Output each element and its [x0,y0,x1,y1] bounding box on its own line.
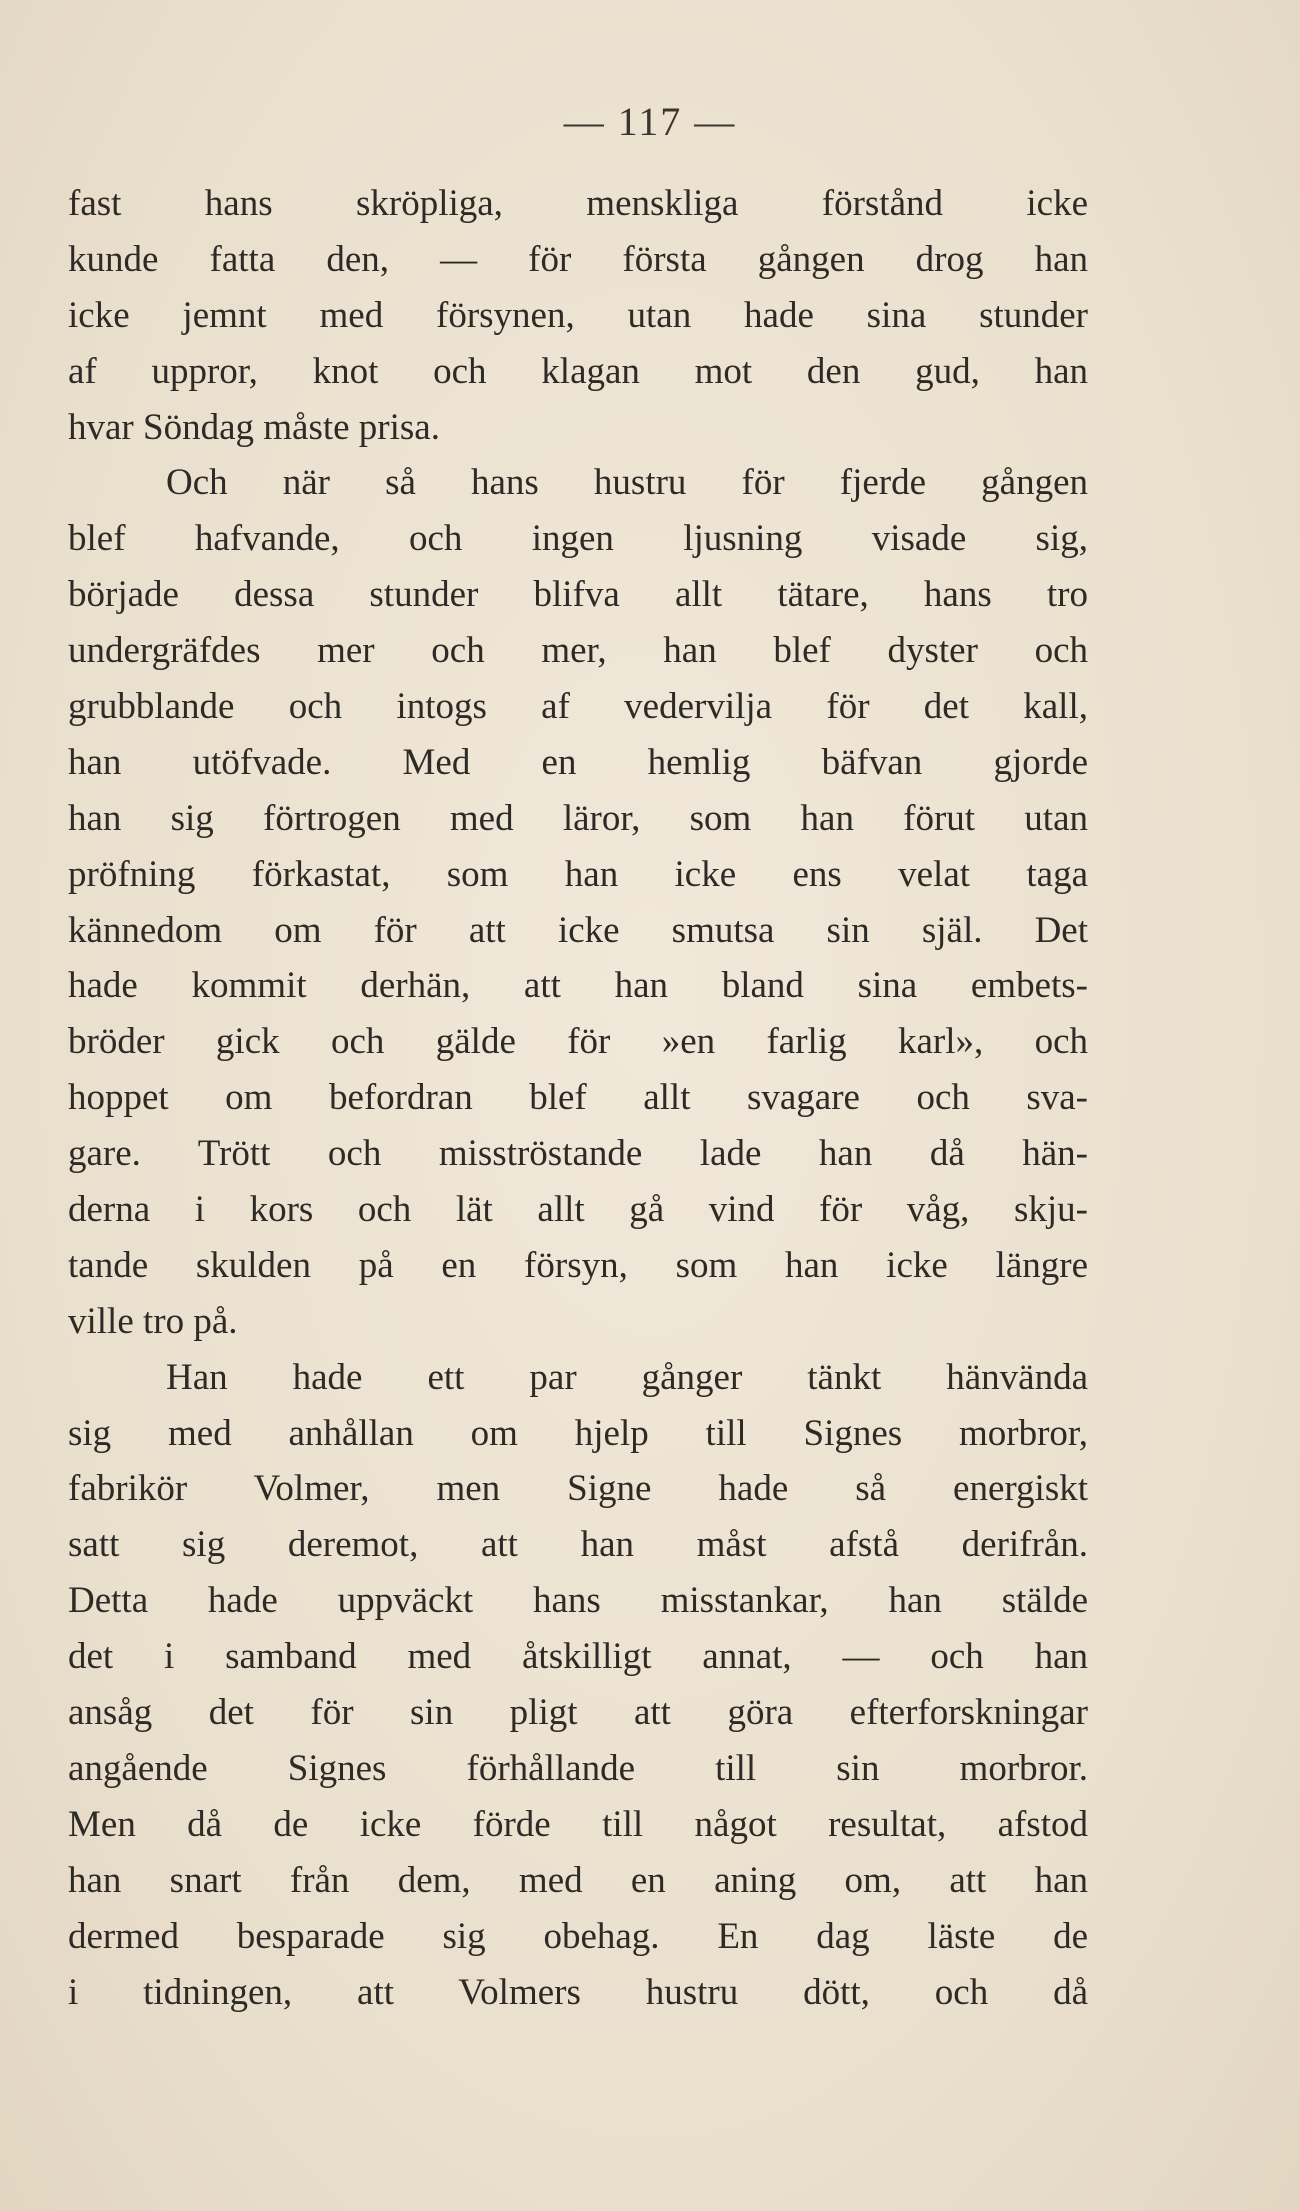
text-line: hade kommit derhän, att han bland sina embets- [68,965,1088,1007]
text-line: satt sig deremot, att han måst afstå derifrån. [68,1524,1088,1566]
text-line: sig med anhållan om hjelp till Signes morbror, [68,1412,1088,1454]
text-line: dermed besparade sig obehag. En dag läste de [68,1915,1088,1957]
text-line: gare. Trött och misströstande lade han då hän- [68,1133,1088,1175]
text-line: kännedom om för att icke smutsa sin själ. Det [68,909,1088,951]
text-line: började dessa stunder blifva allt tätare, hans tro [68,574,1088,616]
text-line: Och när så hans hustru för fjerde gången [166,462,1088,504]
text-line: angående Signes förhållande till sin morbror. [68,1747,1088,1789]
text-line: derna i kors och lät allt gå vind för våg, skju- [68,1189,1088,1231]
text-line: Detta hade uppväckt hans misstankar, han stälde [68,1580,1088,1622]
text-line: tande skulden på en försyn, som han icke längre [68,1244,1088,1286]
text-line: undergräfdes mer och mer, han blef dyster och [68,630,1088,672]
text-line: ville tro på. [68,1300,238,1342]
text-line: det i samband med åtskilligt annat, — och han [68,1636,1088,1678]
text-line: bröder gick och gälde för »en farlig karl», och [68,1021,1088,1063]
text-line: i tidningen, att Volmers hustru dött, och då [68,1971,1088,2013]
text-line: blef hafvande, och ingen ljusning visade sig, [68,518,1088,560]
text-line: icke jemnt med försynen, utan hade sina stunder [68,294,1088,336]
text-line: han utöfvade. Med en hemlig bäfvan gjorde [68,741,1088,783]
text-line: fast hans skröpliga, menskliga förstånd icke [68,183,1088,224]
page-number: — 117 — [563,99,737,144]
text-line: fabrikör Volmer, men Signe hade så energiskt [68,1468,1088,1510]
text-line: Han hade ett par gånger tänkt hänvända [166,1356,1088,1398]
text-line: han sig förtrogen med läror, som han förut utan [68,797,1088,839]
text-line: ansåg det för sin pligt att göra efterforskningar [68,1692,1088,1734]
text-line: af uppror, knot och klagan mot den gud, han [68,350,1088,392]
text-line: hvar Söndag måste prisa. [68,406,440,448]
text-line: pröfning förkastat, som han icke ens velat taga [68,853,1088,895]
text-line: kunde fatta den, — för första gången drog han [68,238,1088,280]
text-line: hoppet om befordran blef allt svagare och sva- [68,1077,1088,1119]
text-line: han snart från dem, med en aning om, att han [68,1859,1088,1901]
body-text [68,176,1088,2020]
text-line: grubblande och intogs af vedervilja för det kall, [68,686,1088,728]
text-line: Men då de icke förde till något resultat, afstod [68,1803,1088,1845]
